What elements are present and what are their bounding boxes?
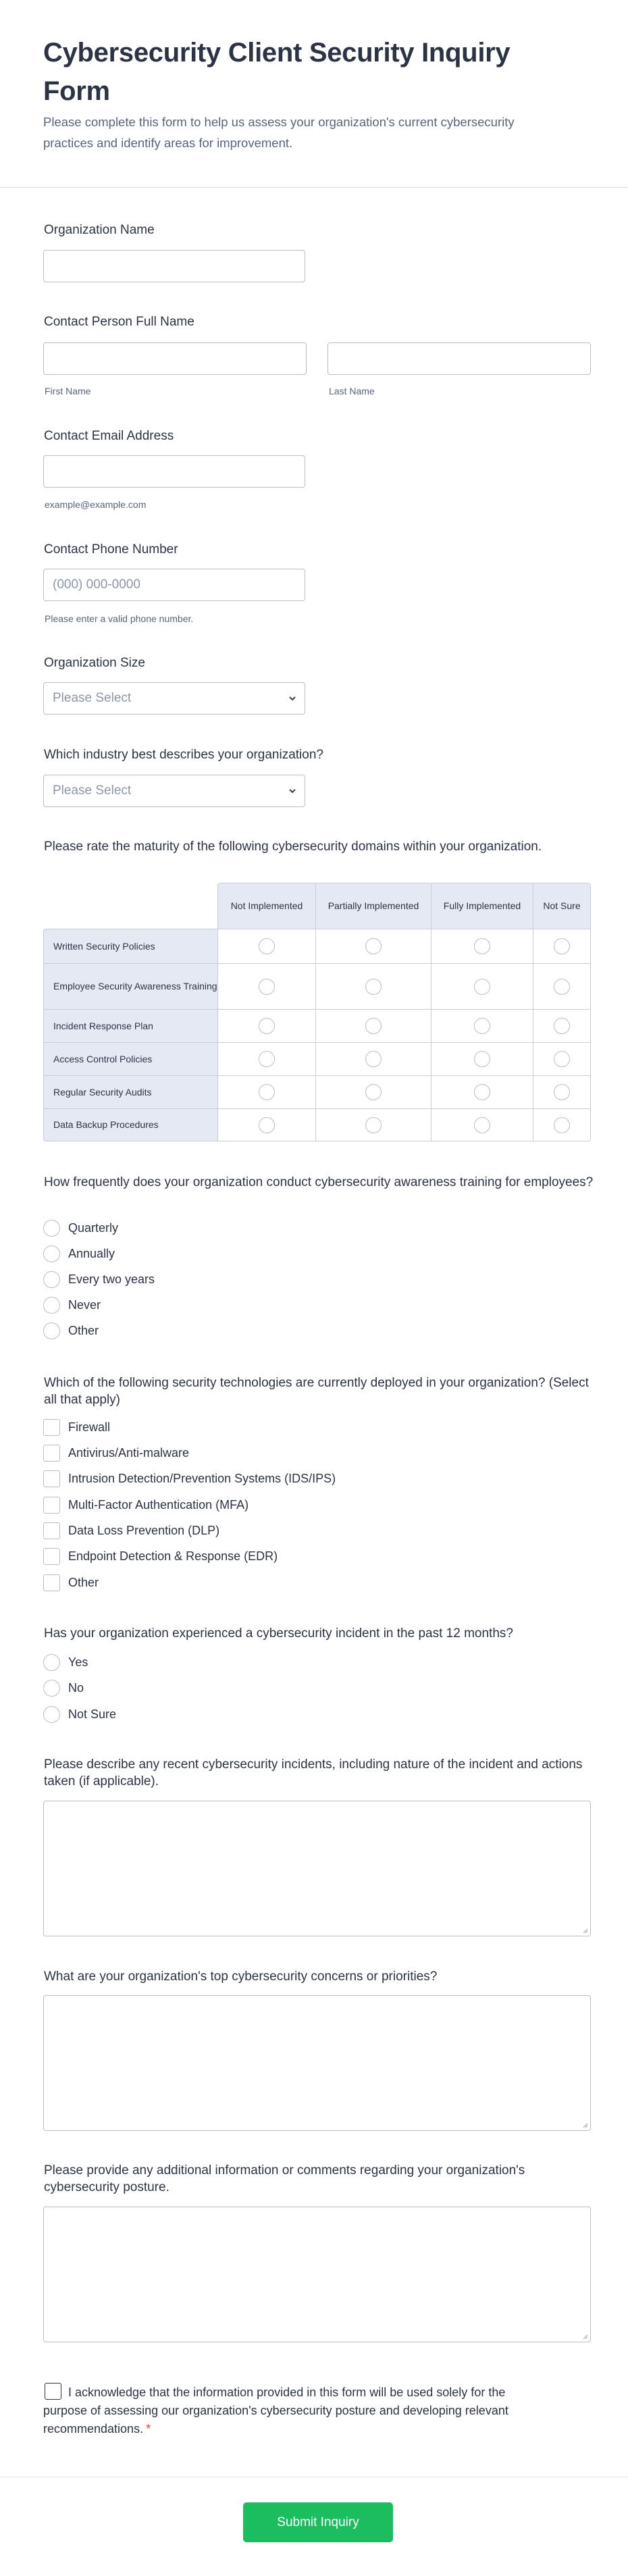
matrix-row <box>43 1075 591 1108</box>
matrix-radio[interactable] <box>474 1117 490 1133</box>
radio-button[interactable] <box>43 1654 60 1671</box>
radio-button[interactable] <box>43 1322 60 1339</box>
contact-name-label: Contact Person Full Name <box>44 315 194 329</box>
training-option-other[interactable]: Other <box>43 1322 99 1339</box>
incident-question: Has your organization experienced a cybersecurity incident in the past 12 months? <box>44 1626 513 1641</box>
matrix-radio[interactable] <box>365 938 382 954</box>
checkbox[interactable] <box>43 1548 60 1565</box>
radio-button[interactable] <box>43 1706 60 1723</box>
training-option-annually[interactable]: Annually <box>43 1245 115 1262</box>
concerns-textarea[interactable] <box>43 1995 591 2131</box>
tech-option-firewall[interactable]: Firewall <box>43 1418 110 1436</box>
incident-option-yes[interactable]: Yes <box>43 1653 88 1671</box>
matrix-radio[interactable] <box>554 1084 570 1100</box>
matrix-radio[interactable] <box>365 1051 382 1067</box>
org-name-label: Organization Name <box>44 223 155 237</box>
acknowledge-text: I acknowledge that the information provided in this form will be used solely for the purpose of assessing our organization's cybersecurity posture and developing relevant recommendations. <box>43 2386 508 2436</box>
tech-option-dlp[interactable]: Data Loss Prevention (DLP) <box>43 1522 219 1539</box>
first-name-sublabel: First Name <box>45 386 91 396</box>
email-label: Contact Email Address <box>44 429 174 443</box>
matrix-col-header: Fully Implemented <box>431 883 533 929</box>
matrix-col-header: Partially Implemented <box>315 883 431 929</box>
checkbox[interactable] <box>43 1497 60 1514</box>
acknowledge-checkbox[interactable] <box>45 2383 61 2400</box>
matrix-radio[interactable] <box>259 979 275 995</box>
matrix-radio[interactable] <box>259 1051 275 1067</box>
matrix-radio[interactable] <box>474 1018 490 1034</box>
submit-button[interactable]: Submit Inquiry <box>243 2502 393 2542</box>
chevron-down-icon <box>287 785 298 796</box>
matrix-radio[interactable] <box>554 938 570 954</box>
additional-textarea[interactable] <box>43 2207 591 2342</box>
required-asterisk: * <box>146 2422 151 2436</box>
tech-option-ids-ips[interactable]: Intrusion Detection/Prevention Systems (IDS/IPS) <box>43 1470 336 1487</box>
matrix-row-label: Incident Response Plan <box>43 1009 217 1042</box>
matrix-corner <box>43 883 217 929</box>
matrix-col-header: Not Sure <box>533 883 591 929</box>
matrix-radio[interactable] <box>365 1117 382 1133</box>
matrix-radio[interactable] <box>259 1117 275 1133</box>
technologies-question: Which of the following security technologies are currently deployed in your organization? (Select all that apply) <box>44 1376 589 1407</box>
matrix-row <box>43 963 591 1009</box>
matrix-row-label: Data Backup Procedures <box>43 1108 217 1141</box>
matrix-col-header: Not Implemented <box>217 883 315 929</box>
matrix-radio[interactable] <box>474 1084 490 1100</box>
incident-option-no[interactable]: No <box>43 1679 84 1697</box>
matrix-radio[interactable] <box>259 938 275 954</box>
matrix-radio[interactable] <box>259 1084 275 1100</box>
matrix-row <box>43 1108 591 1141</box>
checkbox[interactable] <box>43 1470 60 1487</box>
matrix-radio[interactable] <box>365 1018 382 1034</box>
matrix-question: Please rate the maturity of the following cybersecurity domains within your organization. <box>44 840 542 854</box>
checkbox[interactable] <box>43 1522 60 1539</box>
tech-option-mfa[interactable]: Multi-Factor Authentication (MFA) <box>43 1496 248 1514</box>
industry-select[interactable] <box>43 775 305 807</box>
concerns-question: What are your organization's top cybersecurity concerns or priorities? <box>44 1969 438 1984</box>
last-name-sublabel: Last Name <box>329 386 375 396</box>
resize-grip-icon[interactable] <box>582 2334 588 2340</box>
radio-button[interactable] <box>43 1271 60 1288</box>
matrix-radio[interactable] <box>259 1018 275 1034</box>
describe-incidents-textarea[interactable] <box>43 1801 591 1936</box>
resize-grip-icon[interactable] <box>582 1928 588 1934</box>
email-helper: example@example.com <box>45 499 147 510</box>
checkbox[interactable] <box>43 1574 60 1591</box>
matrix-radio[interactable] <box>474 938 490 954</box>
matrix-radio[interactable] <box>474 1051 490 1067</box>
matrix-row-label: Access Control Policies <box>43 1042 217 1075</box>
acknowledgement <box>43 2383 543 2438</box>
maturity-matrix <box>43 883 591 1141</box>
matrix-radio[interactable] <box>554 1018 570 1034</box>
matrix-radio[interactable] <box>365 979 382 995</box>
training-option-never[interactable]: Never <box>43 1296 101 1314</box>
matrix-row-label: Employee Security Awareness Training <box>43 963 217 1009</box>
header-divider <box>0 187 628 188</box>
form-title: Cybersecurity Client Security Inquiry Form <box>43 38 511 106</box>
form-subtitle: Please complete this form to help us assess your organization's current cybersecurity practices and identify areas for improvement. <box>43 115 515 150</box>
training-option-every-two-years[interactable]: Every two years <box>43 1270 155 1288</box>
training-option-quarterly[interactable]: Quarterly <box>43 1219 118 1237</box>
describe-incidents-question: Please describe any recent cybersecurity incidents, including nature of the incident and actions taken (if applicable). <box>44 1757 583 1788</box>
radio-button[interactable] <box>43 1245 60 1262</box>
phone-placeholder: (000) 000-0000 <box>53 577 140 592</box>
last-name-input[interactable] <box>328 342 591 375</box>
first-name-input[interactable] <box>43 342 307 375</box>
matrix-row <box>43 1042 591 1075</box>
radio-button[interactable] <box>43 1297 60 1314</box>
matrix-row-label: Regular Security Audits <box>43 1075 217 1108</box>
phone-input[interactable] <box>43 569 305 601</box>
matrix-radio[interactable] <box>474 979 490 995</box>
radio-button[interactable] <box>43 1680 60 1697</box>
tech-option-other[interactable]: Other <box>43 1574 99 1591</box>
matrix-row <box>43 929 591 963</box>
industry-label: Which industry best describes your organization? <box>44 748 323 762</box>
matrix-radio[interactable] <box>554 979 570 995</box>
checkbox[interactable] <box>43 1419 60 1436</box>
phone-label: Contact Phone Number <box>44 542 178 557</box>
matrix-row <box>43 1009 591 1042</box>
incident-option-not-sure[interactable]: Not Sure <box>43 1705 116 1723</box>
matrix-row-label: Written Security Policies <box>43 929 217 963</box>
phone-helper: Please enter a valid phone number. <box>45 613 194 624</box>
matrix-radio[interactable] <box>554 1051 570 1067</box>
checkbox[interactable] <box>43 1445 60 1462</box>
org-size-select[interactable] <box>43 682 305 715</box>
resize-grip-icon[interactable] <box>582 2122 588 2128</box>
training-question: How frequently does your organization conduct cybersecurity awareness training for employees? <box>44 1175 594 1189</box>
matrix-radio[interactable] <box>554 1117 570 1133</box>
tech-option-edr[interactable]: Endpoint Detection & Response (EDR) <box>43 1547 278 1565</box>
tech-option-antivirus[interactable]: Antivirus/Anti-malware <box>43 1444 189 1462</box>
matrix-radio[interactable] <box>365 1084 382 1100</box>
chevron-down-icon <box>287 693 298 704</box>
radio-button[interactable] <box>43 1220 60 1237</box>
industry-selected: Please Select <box>53 783 132 798</box>
org-size-selected: Please Select <box>53 691 132 705</box>
org-name-input[interactable] <box>43 250 305 282</box>
org-size-label: Organization Size <box>44 656 145 670</box>
additional-question: Please provide any additional information or comments regarding your organization's cybersecurity posture. <box>44 2163 525 2194</box>
email-input[interactable] <box>43 455 305 488</box>
